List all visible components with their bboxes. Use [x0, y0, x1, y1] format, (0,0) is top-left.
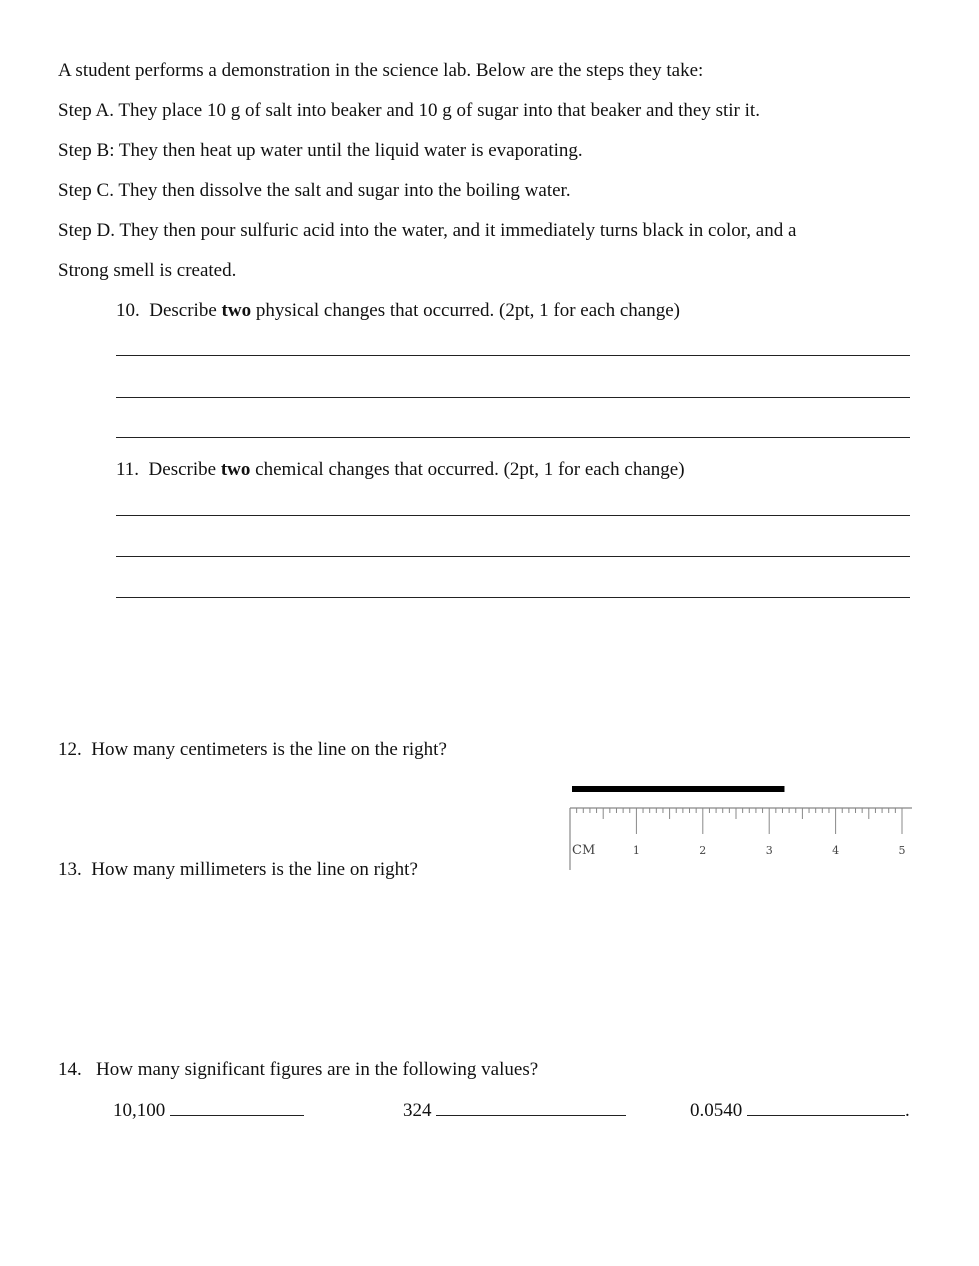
sig-fig-value: 0.0540 — [690, 1100, 743, 1121]
ruler-tick-label: 4 — [832, 844, 840, 857]
intro-text: A student performs a demonstration in the science lab. Below are the steps they take: — [58, 60, 704, 81]
question-number: 13. — [58, 859, 82, 880]
question-text-bold: two — [221, 300, 252, 321]
ruler-unit-label: CM — [572, 843, 596, 858]
question-13 — [58, 858, 418, 882]
step-d: Step D. They then pour sulfuric acid into the water, and it immediately turns black in color, and a — [58, 220, 797, 241]
question-text-pre: Describe — [149, 300, 222, 321]
question-14 — [58, 1058, 538, 1082]
ruler-tick-label: 5 — [898, 844, 906, 857]
ruler-tick-label: 3 — [765, 844, 773, 857]
ruler-svg — [566, 780, 916, 875]
step-c: Step C. They then dissolve the salt and sugar into the boiling water. — [58, 180, 571, 201]
question-number: 10. — [116, 300, 140, 321]
sig-fig-item-1 — [113, 1097, 304, 1123]
step-d-continued: Strong smell is created. — [58, 260, 237, 281]
question-text-post: chemical changes that occurred. (2pt, 1 for each change) — [250, 459, 685, 480]
measured-line — [572, 786, 784, 792]
question-number: 12. — [58, 739, 82, 760]
question-number: 11. — [116, 459, 140, 480]
sig-fig-item-2 — [403, 1097, 626, 1123]
sig-fig-answer-line[interactable] — [436, 1097, 626, 1116]
end-punctuation: . — [905, 1100, 910, 1121]
ruler-ticks — [577, 808, 902, 834]
sig-fig-value: 10,100 — [113, 1100, 166, 1121]
ruler-tick-labels — [633, 844, 906, 857]
step-a: Step A. They place 10 g of salt into beaker and 10 g of sugar into that beaker and they stir it. — [58, 100, 760, 121]
sig-fig-answer-line[interactable] — [747, 1097, 905, 1116]
answer-line-10-3[interactable] — [116, 437, 910, 438]
question-12 — [58, 738, 447, 762]
answer-line-11-1[interactable] — [116, 515, 910, 516]
answer-line-11-3[interactable] — [116, 597, 910, 598]
question-number: 14. — [58, 1059, 82, 1080]
question-text: How many significant figures are in the following values? — [96, 1059, 539, 1080]
sig-fig-item-3 — [690, 1097, 910, 1123]
sig-fig-value: 324 — [403, 1100, 432, 1121]
sig-fig-answer-line[interactable] — [170, 1097, 304, 1116]
answer-line-11-2[interactable] — [116, 556, 910, 557]
question-text: How many centimeters is the line on the right? — [91, 739, 447, 760]
answer-line-10-1[interactable] — [116, 355, 910, 356]
ruler-figure — [566, 780, 916, 875]
question-text-bold: two — [220, 459, 251, 480]
question-10 — [116, 299, 680, 323]
answer-line-10-2[interactable] — [116, 397, 910, 398]
question-11 — [116, 458, 685, 482]
question-text-pre: Describe — [148, 459, 221, 480]
question-text: How many millimeters is the line on right? — [91, 859, 418, 880]
ruler-tick-label: 1 — [632, 844, 640, 857]
step-b: Step B: They then heat up water until the liquid water is evaporating. — [58, 140, 583, 161]
ruler-tick-label: 2 — [699, 844, 707, 857]
question-text-post: physical changes that occurred. (2pt, 1 for each change) — [251, 300, 680, 321]
